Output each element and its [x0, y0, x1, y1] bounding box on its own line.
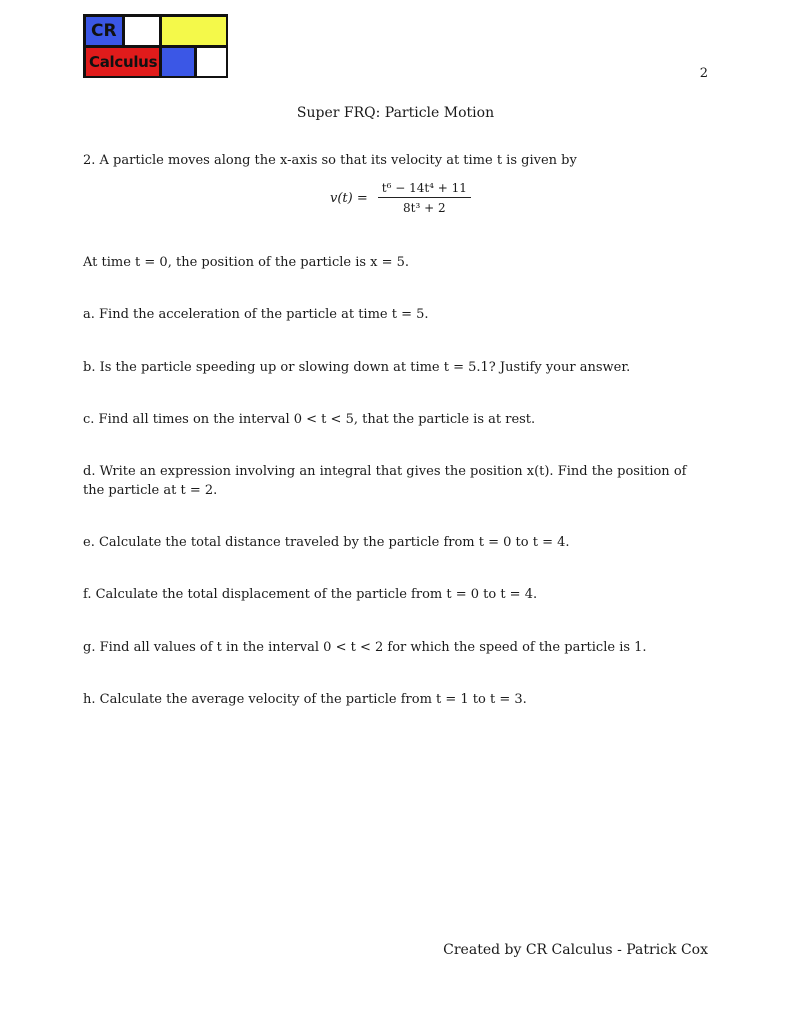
question-part-e: e. Calculate the total distance traveled by the particle from t = 0 to t = 4.	[83, 535, 570, 550]
question-part-d: d. Write an expression involving an integral that gives the position x(t). Find the position of the particle at t = 2.	[83, 464, 687, 498]
logo-white-block	[125, 17, 159, 45]
question-part-b: b. Is the particle speeding up or slowing down at time t = 5.1? Justify your answer.	[83, 360, 631, 375]
page-number: 2	[699, 66, 708, 81]
logo-yellow-block	[162, 17, 226, 45]
formula-lhs: v(t) =	[330, 190, 368, 206]
question-part-g: g. Find all values of t in the interval 0 < t < 2 for which the speed of the particle is 1.	[83, 640, 647, 655]
question-part-a: a. Find the acceleration of the particle at time t = 5.	[83, 307, 429, 322]
formula-denominator: 8t³ + 2	[403, 201, 446, 215]
logo-calculus-text: Calculus	[86, 48, 159, 76]
problem-intro: 2. A particle moves along the x-axis so that its velocity at time t is given by	[83, 153, 577, 168]
formula-numerator: t⁶ − 14t⁴ + 11	[378, 181, 471, 198]
logo-blue-block	[162, 48, 194, 76]
logo-cr-text: CR	[86, 17, 122, 45]
logo-white-block-2	[197, 48, 226, 76]
footer-credit: Created by CR Calculus - Patrick Cox	[443, 942, 708, 958]
page-title: Super FRQ: Particle Motion	[296, 105, 495, 121]
cr-calculus-logo	[83, 14, 228, 78]
formula-fraction	[378, 181, 471, 215]
question-part-f: f. Calculate the total displacement of the particle from t = 0 to t = 4.	[83, 587, 538, 602]
initial-condition: At time t = 0, the position of the particle is x = 5.	[83, 255, 410, 270]
question-part-c: c. Find all times on the interval 0 < t < 5, that the particle is at rest.	[83, 412, 536, 427]
velocity-formula	[330, 181, 471, 215]
question-part-h: h. Calculate the average velocity of the particle from t = 1 to t = 3.	[83, 692, 527, 707]
